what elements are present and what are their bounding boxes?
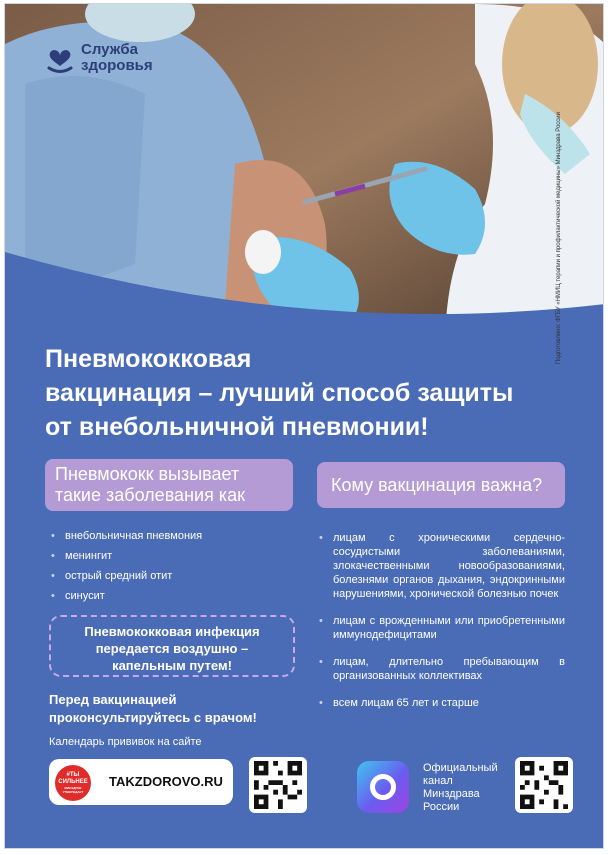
who-title-text: Кому вакцинация важна?	[331, 474, 543, 495]
headline-line-3: от внебольничной пневмонии!	[45, 413, 429, 441]
diseases-list	[49, 530, 289, 610]
list-item: • лицам с врожденными или приобретенными иммунодефицитами	[317, 614, 565, 642]
stamp-line-3: МИНЗДРАВ УТВЕРЖДАЕТ	[62, 786, 84, 794]
consult-line-2: проконсультируйтесь с врачом!	[49, 710, 257, 725]
list-item: • синусит	[49, 590, 289, 602]
diseases-title	[45, 459, 293, 511]
qr-pattern	[519, 761, 569, 809]
stamp-line-1: #ТЫ	[66, 772, 80, 778]
site-link[interactable]	[49, 759, 233, 805]
diseases-title-line-1: Пневмококк вызывает	[55, 464, 240, 484]
who-title	[317, 462, 565, 508]
list-item: • внебольничная пневмония	[49, 530, 289, 542]
qr-code-icon[interactable]	[249, 757, 307, 813]
headline-line-2: вакцинация – лучший способ защиты	[45, 379, 514, 407]
qr-pattern	[253, 761, 303, 809]
transmission-line-2: передается воздушно –	[95, 641, 249, 656]
list-item: • всем лицам 65 лет и старше	[317, 696, 565, 710]
channel-line-4: России	[423, 801, 460, 813]
list-item: • лицам с хроническими сердечно-сосудистыми заболеваниями, злокачественными новообразованиями, болезнями органов дыхания, эндокринными нарушениями, хронической болезнью почек	[317, 531, 565, 601]
consult-note	[49, 691, 309, 727]
consult-line-1: Перед вакцинацией	[49, 692, 177, 707]
qr-code-icon[interactable]	[515, 757, 573, 813]
stamp-line-2: СИЛЬНЕЕ	[58, 779, 88, 785]
headline	[45, 342, 585, 444]
logo-text	[81, 42, 153, 74]
transmission-note	[49, 615, 295, 677]
channel-line-3: Минздрава	[423, 788, 480, 800]
ty-silnee-stamp	[55, 765, 91, 801]
headline-line-1: Пневмококковая	[45, 345, 252, 373]
channel-line-1: Официальный	[423, 762, 498, 774]
diseases-title-line-2: такие заболевания как	[55, 485, 245, 505]
list-item: • лицам, длительно пребывающим в организованных коллективах	[317, 655, 565, 683]
credit-note	[556, 112, 568, 364]
max-messenger-icon[interactable]	[357, 761, 409, 813]
list-item: • острый средний отит	[49, 570, 289, 582]
calendar-note: Календарь прививок на сайте	[49, 736, 202, 748]
heart-logo-icon	[45, 42, 75, 74]
who-list	[317, 531, 565, 723]
site-url[interactable]: TAKZDOROVO.RU	[109, 774, 223, 789]
credit-text: Подготовлено: ФГБУ «НМИЦ терапии и профилактической медицины» Минздрава России	[556, 112, 562, 364]
channel-line-2: канал	[423, 775, 453, 787]
logo-line-1: Служба	[81, 41, 138, 58]
transmission-line-3: капельным путем!	[112, 658, 232, 673]
official-channel	[423, 762, 513, 814]
list-item: • менингит	[49, 550, 289, 562]
poster	[4, 3, 604, 849]
logo-line-2: здоровья	[81, 57, 153, 74]
transmission-line-1: Пневмококковая инфекция	[84, 624, 260, 639]
logo	[45, 42, 153, 74]
